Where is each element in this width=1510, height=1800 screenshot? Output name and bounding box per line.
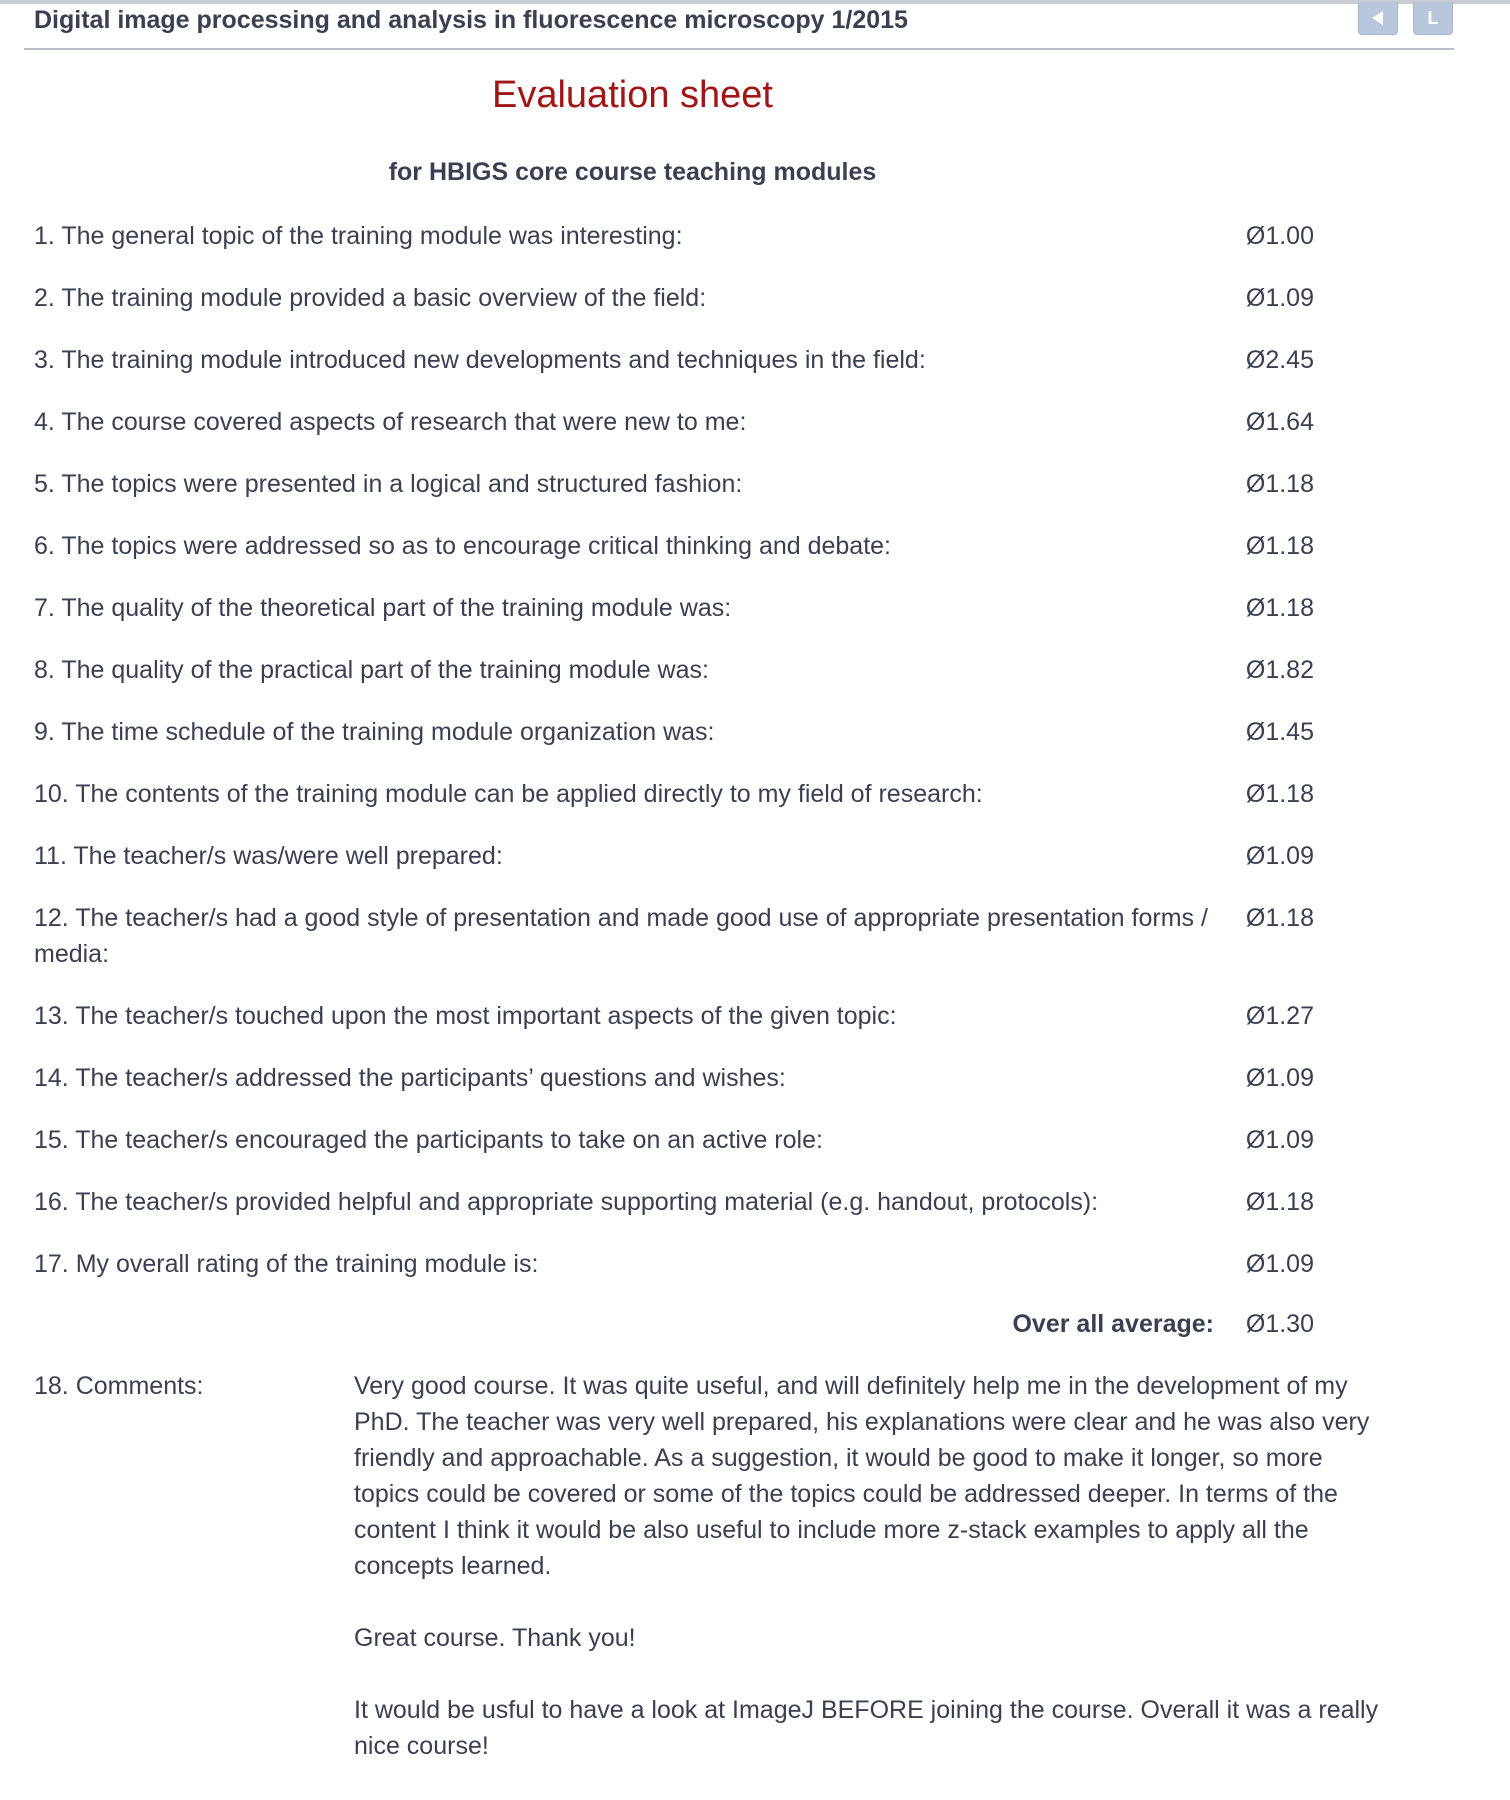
evaluation-question: 12. The teacher/s had a good style of presentation and made good use of appropriate presentation forms / media: [34,904,1208,968]
evaluation-question: 16. The teacher/s provided helpful and appropriate supporting material (e.g. handout, protocols): [34,1188,1099,1216]
page-header [24,0,1454,50]
document-title: Evaluation sheet [492,74,773,116]
evaluation-question: 13. The teacher/s touched upon the most important aspects of the given topic: [34,1002,897,1030]
evaluation-question: 17. My overall rating of the training module is: [34,1250,539,1278]
evaluation-question: 3. The training module introduced new developments and techniques in the field: [34,346,926,374]
last-page-label: L [1427,7,1439,28]
comment-entry: Very good course. It was quite useful, and will definitely help me in the development of my PhD. The teacher was very well prepared, his explanations were clear and he was also very friendly and approachable. As a suggestion, it would be good to make it longer, so more topics could be covered or some of the topics could be addressed deeper. In terms of the content I think it would be also useful to include more z-stack examples to apply all the concepts learned. [354,1372,1370,1580]
evaluation-item [34,998,1314,1034]
evaluation-item [34,280,1314,316]
evaluation-question: 1. The general topic of the training module was interesting: [34,222,683,250]
comments-section [354,1368,1394,1800]
evaluation-question: 2. The training module provided a basic overview of the field: [34,284,707,312]
evaluation-score: Ø1.09 [1245,842,1314,870]
overall-average-row [34,1306,1314,1342]
evaluation-question: 15. The teacher/s encouraged the participants to take on an active role: [34,1126,823,1154]
evaluation-question: 14. The teacher/s addressed the participants’ questions and wishes: [34,1064,786,1092]
evaluation-score: Ø1.82 [1245,656,1314,684]
evaluation-score: Ø1.09 [1245,1064,1314,1092]
evaluation-list [34,218,1314,1308]
evaluation-item [34,590,1314,626]
evaluation-score: Ø1.09 [1245,1126,1314,1154]
evaluation-item [34,1246,1314,1282]
page-header-title: Digital image processing and analysis in fluorescence microscopy 1/2015 [34,6,908,34]
evaluation-item [34,218,1314,254]
evaluation-question: 8. The quality of the practical part of the training module was: [34,656,709,684]
evaluation-score: Ø1.64 [1245,408,1314,436]
evaluation-item [34,1122,1314,1158]
evaluation-score: Ø2.45 [1245,346,1314,374]
back-arrow-glyph [1368,8,1388,28]
evaluation-score: Ø1.18 [1245,594,1314,622]
evaluation-score: Ø1.18 [1245,780,1314,808]
evaluation-question: 11. The teacher/s was/were well prepared: [34,842,503,870]
overall-average-label: Over all average: [1012,1310,1214,1338]
evaluation-score: Ø1.18 [1245,904,1314,932]
evaluation-score: Ø1.18 [1245,1188,1314,1216]
overall-average-value: Ø1.30 [1245,1310,1314,1338]
comments-label: 18. Comments: [34,1372,204,1400]
evaluation-question: 5. The topics were presented in a logical and structured fashion: [34,470,743,498]
evaluation-score: Ø1.09 [1245,1250,1314,1278]
evaluation-item [34,404,1314,440]
evaluation-item [34,1060,1314,1096]
evaluation-item [34,466,1314,502]
evaluation-question: 7. The quality of the theoretical part of the training module was: [34,594,732,622]
evaluation-item [34,528,1314,564]
evaluation-item [34,838,1314,874]
evaluation-question: 10. The contents of the training module can be applied directly to my field of research: [34,780,983,808]
evaluation-question: 4. The course covered aspects of research that were new to me: [34,408,747,436]
evaluation-score: Ø1.09 [1245,284,1314,312]
comment-entry: Great course. Thank you! [354,1624,636,1652]
evaluation-question: 6. The topics were addressed so as to encourage critical thinking and debate: [34,532,892,560]
comment-entry: It would be usful to have a look at ImageJ BEFORE joining the course. Overall it was a really nice course! [354,1696,1379,1760]
back-arrow-icon[interactable] [1358,2,1398,35]
last-page-icon[interactable] [1413,2,1453,35]
evaluation-score: Ø1.18 [1245,470,1314,498]
evaluation-score: Ø1.27 [1245,1002,1314,1030]
evaluation-score: Ø1.45 [1245,718,1314,746]
evaluation-item [34,900,1314,972]
evaluation-score: Ø1.00 [1245,222,1314,250]
evaluation-item [34,714,1314,750]
evaluation-item [34,1184,1314,1220]
evaluation-score: Ø1.18 [1245,532,1314,560]
document-subtitle: for HBIGS core course teaching modules [388,158,877,186]
evaluation-question: 9. The time schedule of the training module organization was: [34,718,715,746]
evaluation-item [34,652,1314,688]
evaluation-item [34,342,1314,378]
evaluation-item [34,776,1314,812]
